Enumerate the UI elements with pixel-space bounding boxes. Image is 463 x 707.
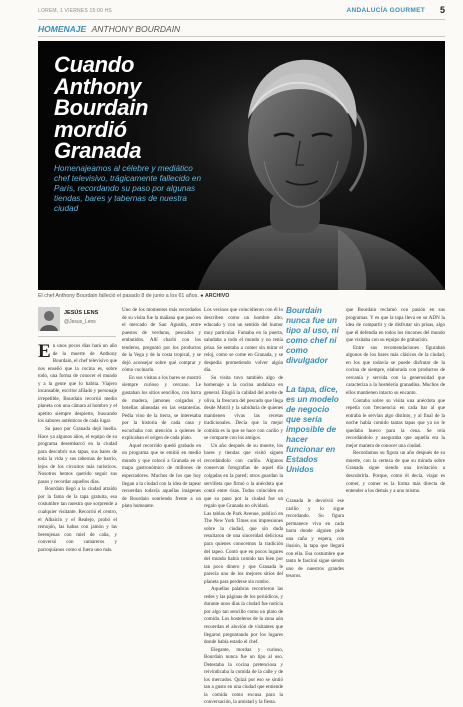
col3-paragraph-3: Un año después de su muerte, los bares y tiendas que visitó siguen recordándolo con cariño. Algunos conservan fotografías de aquel día colgadas en la pared; otros guardan la servilleta que firmó o la anécdota que contó entre risas. Todos coinciden en que su paso por la ciudad fue un regalo que Granada no olvidará. — [204, 442, 283, 510]
kicker-name: ANTHONY BOURDAIN — [91, 24, 181, 34]
article-column-4-lower — [286, 498, 344, 600]
hero-photo — [38, 41, 445, 290]
kicker — [38, 24, 180, 34]
author-portrait-icon — [38, 307, 60, 331]
article-column-2 — [122, 307, 201, 600]
col3-paragraph-1: Los vecinos que coincidieron con él lo describen como un hombre alto, educado y con un sentido del humor muy particular. Fumaba en la puerta, saludaba a todo el mundo y no tenía prisa. Se sentaba a comer sin mirar el reloj, como se come en Granada, y se despedía prometiendo volver algún día. — [204, 307, 283, 374]
col2-paragraph-3: Aquel recorrido quedó grabado en un programa que se emitió en medio mundo y que colocó a Granada en el mapa gastronómico de millones de espectadores. Muchos de los que hoy llegan a la ciudad con la idea de tapear recuerdan todavía aquellas imágenes de Bourdain sonriendo frente a un plato humeante. — [122, 442, 201, 510]
pull-quote-2: La tapa, dice, es un modelo de negocio que sería imposible de hacer funcionar en Estados Unidos — [286, 385, 339, 474]
pull-quote-1: Bourdain nunca fue un tipo al uso, ni como chef ni como divulgador — [286, 306, 339, 365]
issue-date: LOREM, 1 VIERNES 15:00 HS — [38, 8, 112, 14]
article-column-3 — [204, 307, 283, 706]
caption-credit: ARCHIVO — [204, 293, 230, 299]
author-name: JESÚS LENS — [64, 310, 99, 316]
kicker-rule — [38, 36, 445, 37]
subheadline: Homenajeamos al célebre y mediático chef televisivo, trágicamente fallecido en París, recordando su paso por algunas tiendas, bares y tabernas de nuestra ciudad — [54, 164, 201, 213]
running-header — [38, 6, 445, 18]
col1-paragraph-3: Bourdain llegó a la ciudad atraído por la fama de la tapa gratuita, esa costumbre tan nuestra que sorprende a cualquier visitante. Recorrió el centro, el Albaicín y el Realejo, probó el remojón, las habas con jamón y las berenjenas con miel de caña, y conversó con camareros y parroquianos como si fuera uno más. — [38, 486, 117, 553]
byline-rule — [38, 336, 116, 337]
author-avatar — [38, 307, 60, 331]
col4-paragraph-1: Las tablas de Park Avenue, publicó en The New York Times sus impresiones sobre la ciudad, que sin duda resultaron de una sinceridad deliciosa para quienes conocemos la tradición del tapeo. Contó que en pocos lugares del mundo había comido tan bien por tan poco dinero y que Granada le parecía uno de los mejores sitios del planeta para perderse sin rumbo. — [204, 510, 283, 585]
article-column-1 — [38, 343, 117, 600]
article-column-5 — [346, 307, 445, 600]
headline: Cuando Anthony Bourdain mordió Granada — [54, 52, 149, 163]
col1-paragraph-2: Su paso por Granada dejó huella. Hace ya algunos años, el equipo de su programa desembarcó en la ciudad para descubrir sus tapas, sus bares de toda la vida y sus tabernas de barrio, lejos de los circuitos más turísticos. Nosotros hemos querido seguir sus pasos y recordar aquellos días. — [38, 426, 117, 485]
col5-paragraph-2: Entre sus recomendaciones figuraban algunos de los bares más clásicos de la ciudad, en los que todavía se puede disfrutar de la cocina de siempre, elaborada con productos de cercanía y servida con la generosidad que caracteriza a la hostelería granadina. Muchos de ellos mantienen intacto su encanto. — [346, 344, 445, 397]
author-twitter-handle: @Jesus_Lens — [64, 319, 96, 325]
col5-paragraph-1: que Bourdain reclamó con pasión en sus programas. Y es que la tapa lleva en su ADN la idea de compartir y de disfrutar sin prisas, algo que él defendía en todos los rincones del mundo que visitaba con su equipo de grabación. — [346, 307, 445, 344]
kicker-section: HOMENAJE — [38, 24, 87, 34]
col4-paragraph-4: Granada le devolvió ese cariño y lo sigue recordando. Su figura permanece viva en cada barra donde alguien pide una caña y espera, con ilusión, la tapa que llegará con ella. Esa costumbre que tanto le fascinó sigue siendo uno de nuestros grandes tesoros. — [286, 498, 344, 580]
col4-paragraph-3: Elegante, mordaz y curioso, Bourdain nunca fue un tipo al uso. Detestaba la cocina pretenciosa y reivindicaba la comida de la calle y de los mercados. Quizá por eso se sintió tan a gusto en una ciudad que entiende la comida como excusa para la conversación, la amistad y la fiesta. — [204, 646, 283, 706]
col1-paragraph-1: n unos pocos días hará un año de la muerte de Anthony Bourdain, el chef televisivo que nos enseñó que la cocina es, sobre todo, una forma de conocer el mundo y a la gente que lo habita. Viajero incansable, escritor afilado y personaje irrepetible, Bourdain recorrió medio planeta con una cámara al hombro y el apetito siempre despierto, buscando los sabores auténticos de cada lugar. — [38, 343, 118, 425]
col2-paragraph-1: Uno de los momentos más recordados de su visita fue la mañana que pasó en el mercado de San Agustín, entre puestos de verduras, pescados y embutidos. Allí charló con los tenderos, preguntó por los productos de la Vega y de la costa tropical, y se dejó aconsejar sobre qué comprar y cómo cocinarlo. — [122, 307, 201, 374]
col5-paragraph-4: Recordamos su figura un año después de su muerte, con la certeza de que su mirada sobre Granada sigue siendo una invitación a descubrirla. Porque, como él decía, viajar es comer, y comer es la forma más directa de entender a los demás y a uno mismo. — [346, 450, 445, 495]
col3-paragraph-2: Su visita tuvo también algo de homenaje a la cocina andaluza en general. Elogió la calidad del aceite de oliva, la frescura del pescado que llega desde Motril y la sabiduría de quienes mantienen vivas las recetas tradicionales. Decía que la mejor comida es la que se hace con cariño y se comparte con los amigos. — [204, 374, 283, 442]
drop-cap: E — [38, 341, 51, 362]
camera-icon: ● — [200, 293, 204, 299]
col5-paragraph-3: Contaba sobre su visita una anécdota que repetía con frecuencia: en cada bar al que entraba le servían algo distinto, y al final de la noche había comido tantas tapas que ya no le quedaba hueco para la cena. Se reía recordándolo y aseguraba que aquella era la mejor manera de conocer una ciudad. — [346, 397, 445, 449]
col4-paragraph-2: Aquellas palabras recorrieron las redes y las páginas de los periódicos, y durante unos días la ciudad fue noticia por algo tan sencillo como un plato de comida. Los hosteleros de la zona aún recuerdan el aluvión de visitantes que llegaron preguntando por los lugares donde había estado el chef. — [204, 586, 283, 646]
photo-caption — [38, 293, 229, 299]
col2-paragraph-2: En sus visitas a los bares se mostró siempre curioso y cercano. Le gustaban los sitios sencillos, con barra de madera, jamones colgados y botellas alineadas en las estanterías. Pedía vino de la tierra, se interesaba por la historia de cada casa y escuchaba con atención a quienes le explicaban el origen de cada plato. — [122, 374, 201, 442]
header-rule — [38, 19, 445, 20]
byline — [38, 307, 120, 335]
page-number: 5 — [439, 5, 445, 15]
caption-text: El chef Anthony Bourdain falleció el pasado 8 de junio a los 61 años. — [38, 293, 199, 299]
section-title: ANDALUCÍA GOURMET — [346, 7, 425, 14]
